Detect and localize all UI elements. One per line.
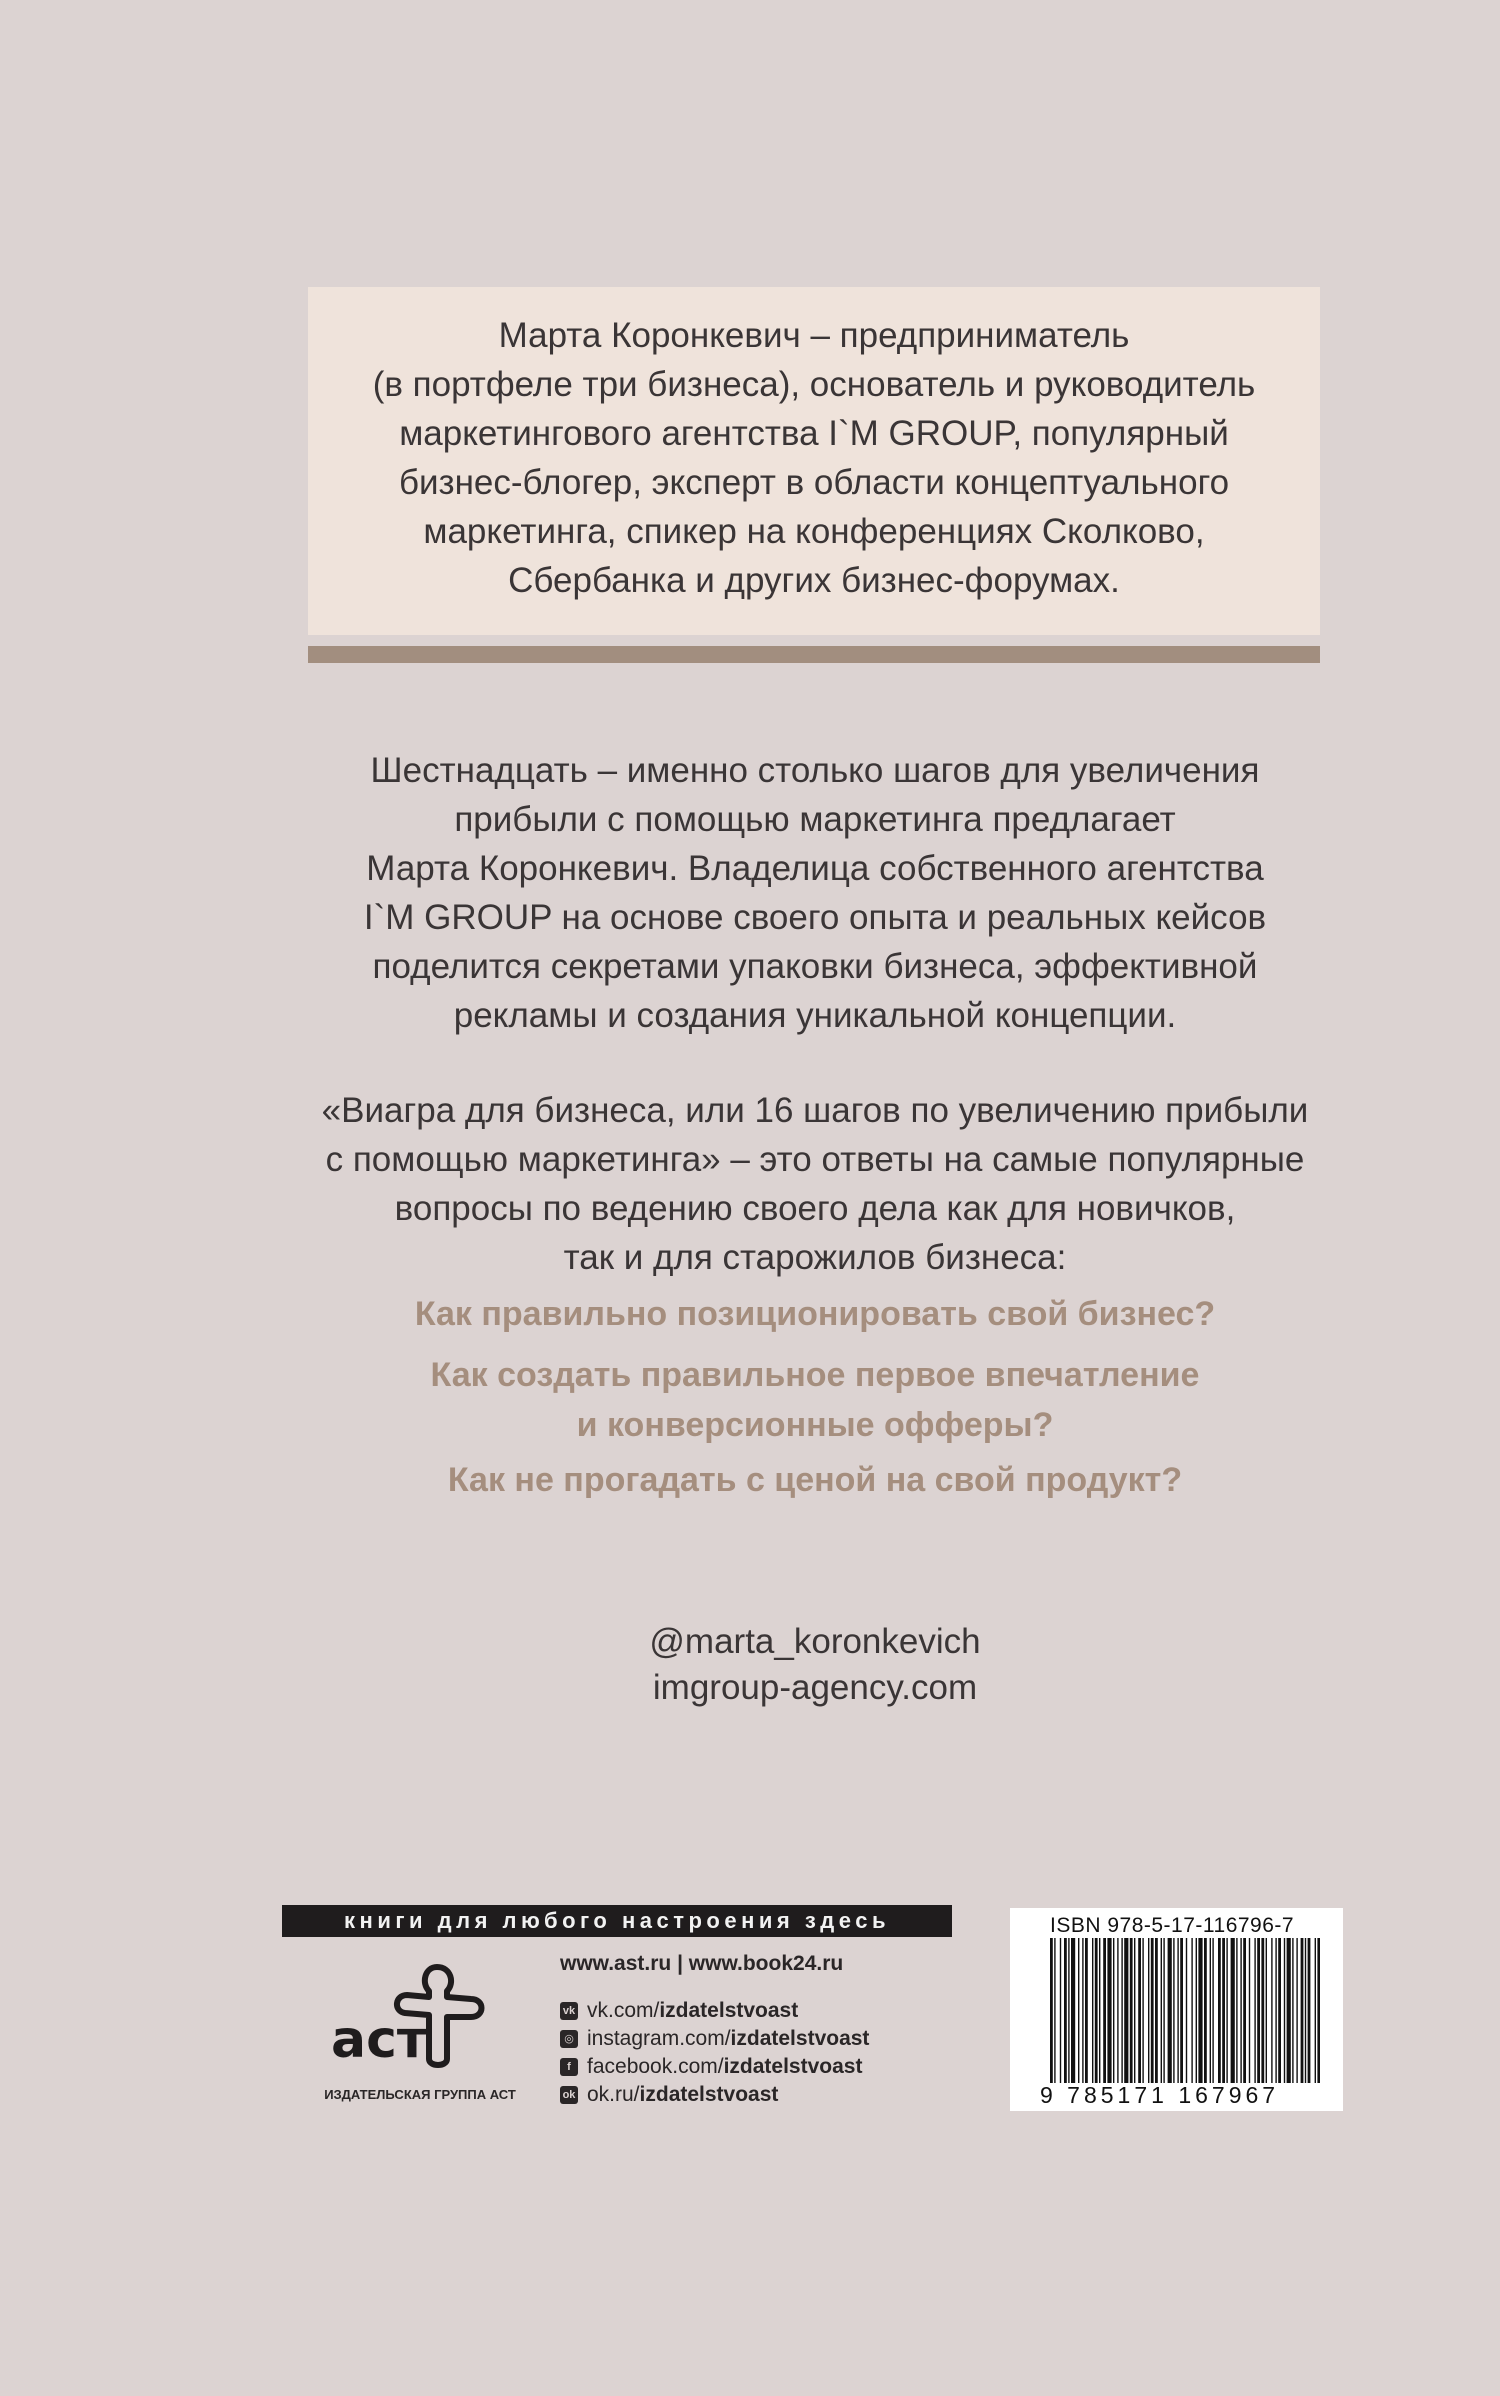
vk-icon: vk [560, 2002, 578, 2020]
author-bio-line: бизнес-блогер, эксперт в области концептуального [398, 463, 1230, 502]
question-2 [250, 1350, 1380, 1450]
barcode-bar [1148, 1938, 1149, 2083]
barcode-bar [1296, 1938, 1297, 2083]
barcode-bar [1095, 1938, 1098, 2083]
barcode-bar [1315, 1938, 1316, 2083]
barcode-bar [1222, 1938, 1225, 2083]
social-prefix: instagram.com/ [587, 2027, 731, 2050]
barcode-bar [1180, 1938, 1183, 2083]
barcode-bar [1254, 1938, 1255, 2083]
description-line: Марта Коронкевич. Владелица собственного агентства [366, 849, 1264, 888]
barcode-bar [1305, 1938, 1306, 2083]
social-prefix: facebook.com/ [587, 2055, 724, 2078]
isbn-label: ISBN 978-5-17-116796-7 [1050, 1914, 1295, 1937]
barcode-bar [1082, 1938, 1083, 2083]
social-link-vk [560, 1997, 869, 2025]
barcode-bar [1134, 1938, 1135, 2083]
barcode-bar [1266, 1938, 1267, 2083]
barcode-bar [1099, 1938, 1100, 2083]
question-line: Как создать правильное первое впечатление [430, 1356, 1200, 1394]
barcode-bar [1068, 1938, 1069, 2083]
barcode-bar [1278, 1938, 1281, 2083]
barcode-bar [1117, 1938, 1118, 2083]
promo-banner: книги для любого настроения здесь [282, 1905, 952, 1937]
barcode-bar [1142, 1938, 1143, 2083]
barcode-bar [1275, 1938, 1276, 2083]
barcode-bar [1292, 1938, 1293, 2083]
barcode-bar [1113, 1938, 1114, 2083]
description-line: рекламы и создания уникальной концепции. [453, 996, 1177, 1035]
barcode-bar [1191, 1938, 1192, 2083]
barcode-bar [1271, 1938, 1272, 2083]
barcode-bar [1092, 1938, 1093, 2083]
barcode-bar [1064, 1938, 1067, 2083]
description-paragraph-2 [250, 1086, 1380, 1282]
barcode-bar [1186, 1938, 1187, 2083]
barcode-bar [1240, 1938, 1241, 2083]
barcode-bar [1236, 1938, 1237, 2083]
facebook-icon: f [560, 2058, 578, 2076]
barcode-bar [1218, 1938, 1221, 2083]
instagram-icon: ◎ [560, 2030, 578, 2048]
barcode-bar [1212, 1938, 1213, 2083]
barcode-bar [1161, 1938, 1162, 2083]
barcode-bar [1050, 1938, 1053, 2083]
author-contacts [600, 1619, 1030, 1711]
barcode-bar [1301, 1938, 1304, 2083]
description-line: прибыли с помощью маркетинга предлагает [454, 800, 1176, 839]
barcode-bar [1226, 1938, 1227, 2083]
question-3 [250, 1455, 1380, 1505]
barcode-bar [1204, 1938, 1207, 2083]
social-handle: izdatelstvoast [659, 1999, 799, 2022]
description-line: с помощью маркетинга» – это ответы на самые популярные [325, 1140, 1305, 1179]
social-links [560, 1997, 869, 2109]
barcode-bar [1103, 1938, 1106, 2083]
barcode-bar [1060, 1938, 1061, 2083]
barcode-bar [1168, 1938, 1172, 2083]
barcode-bar [1308, 1938, 1311, 2083]
barcode-bar [1130, 1938, 1133, 2083]
bio-divider-bar [308, 646, 1320, 663]
barcode-bar [1210, 1938, 1211, 2083]
barcode-bar [1163, 1938, 1164, 2083]
author-bio-line: Марта Коронкевич – предприниматель [498, 316, 1130, 355]
social-link-ok [560, 2081, 869, 2109]
barcode-bar [1124, 1938, 1128, 2083]
author-bio-box [308, 287, 1320, 635]
author-bio-line: Сбербанка и других бизнес-форумах. [508, 561, 1120, 600]
barcode-bar [1231, 1938, 1235, 2083]
social-link-instagram [560, 2025, 869, 2053]
social-handle: izdatelstvoast [639, 2083, 779, 2106]
barcode-bar [1138, 1938, 1141, 2083]
social-link-facebook [560, 2053, 869, 2081]
barcode-bars [1050, 1938, 1320, 2083]
publisher-sites: www.ast.ru | www.book24.ru [560, 1952, 844, 1975]
question-1 [250, 1289, 1380, 1339]
barcode-bar [1173, 1938, 1174, 2083]
barcode-bar [1249, 1938, 1250, 2083]
author-bio-line: маркетингового агентства I`M GROUP, популярный [399, 414, 1229, 453]
barcode-bar [1151, 1938, 1154, 2083]
question-line: и конверсионные офферы? [576, 1406, 1054, 1444]
author-bio-line: (в портфеле три бизнеса), основатель и руководитель [372, 365, 1256, 404]
author-bio-line: маркетинга, спикер на конференциях Сколково, [423, 512, 1205, 551]
barcode-bar [1287, 1938, 1291, 2083]
barcode-bar [1196, 1938, 1197, 2083]
social-handle: izdatelstvoast [730, 2027, 870, 2050]
odnoklassniki-icon: ok [560, 2086, 578, 2104]
barcode-bar [1177, 1938, 1178, 2083]
barcode-bar [1085, 1938, 1088, 2083]
description-paragraph-1 [250, 746, 1380, 1040]
question-line: Как не прогадать с ценой на свой продукт? [447, 1461, 1183, 1499]
description-line: вопросы по ведению своего дела как для новичков, [394, 1189, 1236, 1228]
social-prefix: vk.com/ [587, 1999, 660, 2022]
description-line: так и для старожилов бизнеса: [563, 1238, 1067, 1277]
barcode-box [1010, 1908, 1343, 2111]
question-line: Как правильно позиционировать свой бизнес? [414, 1295, 1216, 1333]
barcode-bar [1243, 1938, 1246, 2083]
barcode-bar [1054, 1938, 1055, 2083]
barcode-bar [1261, 1938, 1264, 2083]
barcode-bar [1121, 1938, 1122, 2083]
publisher-caption: ИЗДАТЕЛЬСКАЯ ГРУППА АСТ [324, 2087, 516, 2102]
social-prefix: ok.ru/ [587, 2083, 640, 2106]
barcode-bar [1155, 1938, 1158, 2083]
social-handle: izdatelstvoast [723, 2055, 863, 2078]
description-line: I`M GROUP на основе своего опыта и реальных кейсов [363, 898, 1267, 937]
ast-logo-text: аст [331, 2010, 428, 2070]
barcode-bar [1257, 1938, 1260, 2083]
barcode-bar [1107, 1938, 1111, 2083]
website-link: imgroup-agency.com [652, 1668, 978, 1707]
description-line: Шестнадцать – именно столько шагов для увеличения [370, 751, 1260, 790]
instagram-handle: @marta_koronkevich [649, 1622, 981, 1661]
barcode-digits: 9 785171 167967 [1040, 2082, 1280, 2108]
barcode-bar [1317, 1938, 1320, 2083]
ast-logo [325, 1955, 505, 2075]
barcode-bar [1078, 1938, 1079, 2083]
description-line: поделится секретами упаковки бизнеса, эффективной [372, 947, 1258, 986]
barcode-bar [1071, 1938, 1075, 2083]
barcode-bar [1284, 1938, 1285, 2083]
barcode-bar [1198, 1938, 1202, 2083]
description-line: «Виагра для бизнеса, или 16 шагов по увеличению прибыли [321, 1091, 1309, 1130]
